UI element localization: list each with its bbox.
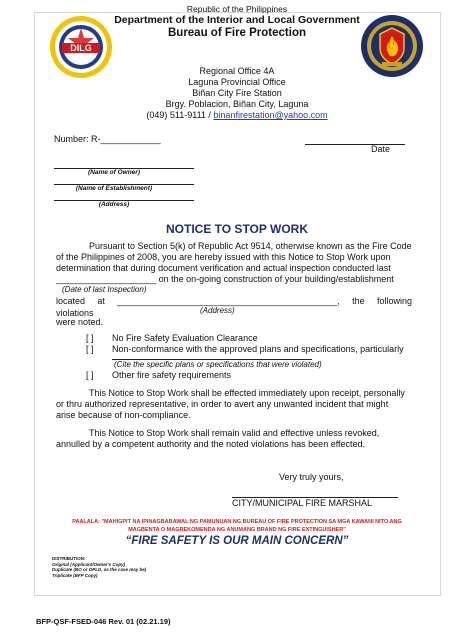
- paalala-line2: MAGBENTA O MAGREKOMENDA NG ANUMANG BRAND NG FIRE EXTINGUISHER": [128, 527, 346, 533]
- para2-line1: This Notice to Stop Work shall be effected immediately upon receipt, personally: [89, 388, 405, 398]
- contact-line: [0, 110, 474, 120]
- fire-marshal-title: CITY/MUNICIPAL FIRE MARSHAL: [232, 498, 373, 508]
- paalala-line1: PAALALA: "MAHIGPIT NA IPINAGBABAWAL NG PAMUNUAN NG BUREAU OF FIRE PROTECTION SA MGA KAWANI NITO ANG: [72, 519, 402, 525]
- notice-title: NOTICE TO STOP WORK: [165, 222, 308, 236]
- email-link[interactable]: binanfirestation@yahoo.com: [213, 110, 328, 120]
- distribution-item: Duplicate (BO or OPLD, as the case may be): [52, 567, 147, 572]
- dilg-logo-text: DILG: [70, 43, 92, 53]
- republic-text: Republic of the Philippines: [186, 4, 288, 14]
- distribution-block: [52, 556, 146, 578]
- para1-line1: Pursuant to Section 5(k) of Republic Act 9514, otherwise known as the Fire Code: [89, 241, 412, 251]
- cite-label: (Cite the specific plans or specifications that were violated): [114, 360, 322, 369]
- check-text-3: Other fire safety requirements: [112, 370, 232, 380]
- distribution-item: Triplicate (BFP Copy): [52, 572, 98, 578]
- closing-text: Very truly yours,: [279, 472, 344, 482]
- check-text-2: Non-conformance with the approved plans and specifications, particularly: [112, 344, 404, 354]
- inspection-date-label: (Date of last Inspection): [62, 285, 147, 294]
- distribution-item: Original (Applicant/Owner's Copy): [52, 561, 126, 567]
- located-at-line: located at ____________________________________________, the following violations: [56, 296, 412, 318]
- station-text: Biñan City Fire Station: [192, 88, 282, 98]
- checkbox-3[interactable]: [ ]: [86, 370, 94, 380]
- phone-text: (049) 511-9111 /: [146, 110, 214, 120]
- checkbox-2[interactable]: [ ]: [86, 344, 94, 354]
- address-text: Brgy. Poblacion, Biñan City, Laguna: [165, 99, 309, 109]
- date-label: Date: [371, 144, 391, 154]
- number-blank: ____________: [100, 134, 161, 144]
- bureau-title: Bureau of Fire Protection: [167, 27, 307, 39]
- department-title: Department of the Interior and Local Government: [114, 14, 360, 26]
- para2-line2: or thru authorized representative, in order to avert any unwanted incident that might: [56, 399, 389, 409]
- owner-label: (Name of Owner): [87, 169, 140, 176]
- para2-line3: arise because of non-compliance.: [56, 410, 191, 420]
- form-code: BFP-QSF-FSED-046 Rev. 01 (02.21.19): [36, 617, 171, 626]
- distribution-label: DISTRIBUTION:: [52, 556, 86, 561]
- establishment-label: (Name of Establishment): [75, 185, 153, 192]
- para3-line2: annulled by a competent authority and the noted violations has been effected.: [56, 439, 366, 449]
- address-label: (Address): [98, 201, 130, 208]
- para1-line3: determination that during document verification and actual inspection conducted last: [56, 263, 391, 273]
- para1-line4: ____________________ on the on-going construction of your building/establishment: [56, 274, 394, 284]
- province-text: Laguna Provincial Office: [188, 77, 286, 87]
- check-item-2: [86, 344, 404, 354]
- number-label: Number: R-: [54, 134, 101, 144]
- check-item-3: [86, 370, 232, 380]
- check-text-1: No Fire Safety Evaluation Clearance: [112, 333, 258, 343]
- para3-line1: This Notice to Stop Work shall remain valid and effective unless revoked,: [89, 428, 380, 438]
- were-noted-text: were noted.: [56, 317, 104, 327]
- check-item-1: [86, 333, 258, 343]
- checkbox-1[interactable]: [ ]: [86, 333, 94, 343]
- number-field: [54, 134, 161, 144]
- region-text: Regional Office 4A: [199, 66, 275, 76]
- para1-line2: of the Philippines of 2008, you are hereby issued with this Notice to Stop Work upon: [56, 252, 391, 262]
- located-address-label: (Address): [200, 306, 235, 315]
- motto-text: “FIRE SAFETY IS OUR MAIN CONCERN”: [125, 535, 349, 547]
